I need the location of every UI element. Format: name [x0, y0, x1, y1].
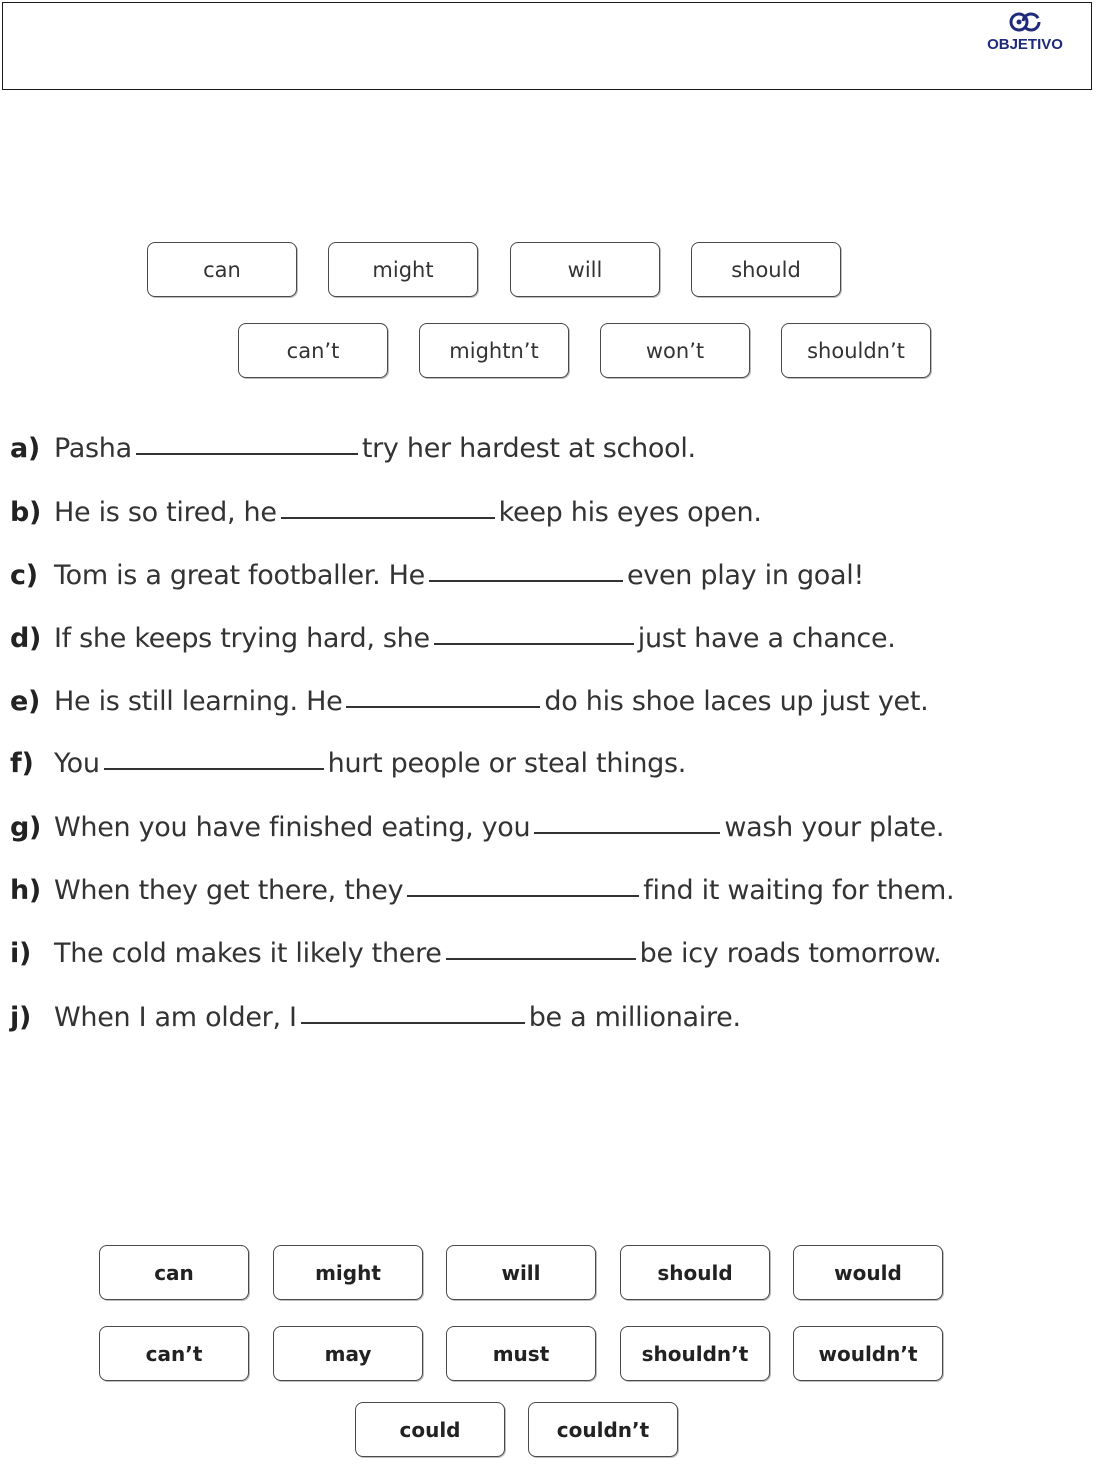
- sentence-before: The cold makes it likely there: [54, 938, 442, 969]
- word-chip-would[interactable]: would: [793, 1245, 943, 1300]
- sentence-a: [10, 424, 696, 464]
- word-chip-could[interactable]: could: [355, 1402, 505, 1457]
- answer-blank-a[interactable]: [136, 451, 358, 455]
- sentence-before: He is still learning. He: [54, 686, 343, 717]
- answer-blank-j[interactable]: [301, 1020, 525, 1024]
- sentence-letter: f): [10, 748, 34, 779]
- answer-blank-f[interactable]: [104, 766, 324, 770]
- sentence-after: even play in goal!: [627, 560, 864, 591]
- word-chip-might[interactable]: might: [273, 1245, 423, 1300]
- sentence-before: When they get there, they: [54, 875, 404, 906]
- sentence-before: He is so tired, he: [54, 497, 277, 528]
- sentence-letter: h): [10, 875, 41, 906]
- sentence-before: You: [54, 748, 100, 779]
- word-chip-may[interactable]: may: [273, 1326, 423, 1381]
- sentence-letter: b): [10, 497, 42, 528]
- word-chip-might[interactable]: might: [328, 242, 478, 297]
- word-chip-shouldnt[interactable]: shouldn’t: [620, 1326, 770, 1381]
- answer-blank-b[interactable]: [281, 515, 495, 519]
- answer-blank-d[interactable]: [434, 641, 634, 645]
- sentence-b: [10, 488, 762, 528]
- sentence-letter: d): [10, 623, 42, 654]
- word-chip-mightnt[interactable]: mightn’t: [419, 323, 569, 378]
- sentence-after: be a millionaire.: [528, 1002, 741, 1033]
- sentence-after: do his shoe laces up just yet.: [544, 686, 929, 717]
- word-chip-cant[interactable]: can’t: [238, 323, 388, 378]
- sentence-f: [10, 739, 686, 779]
- sentence-letter: a): [10, 433, 40, 464]
- sentence-letter: g): [10, 812, 42, 843]
- sentence-before: Pasha: [54, 433, 132, 464]
- logo-text: OBJETIVO: [987, 36, 1063, 53]
- answer-blank-g[interactable]: [534, 830, 720, 834]
- word-chip-cant[interactable]: can’t: [99, 1326, 249, 1381]
- sentence-after: just have a chance.: [637, 623, 896, 654]
- word-chip-wouldnt[interactable]: wouldn’t: [793, 1326, 943, 1381]
- sentence-letter: i): [10, 938, 31, 969]
- sentence-c: [10, 551, 864, 591]
- sentence-after: keep his eyes open.: [498, 497, 762, 528]
- sentence-after: wash your plate.: [724, 812, 945, 843]
- sentence-before: When you have finished eating, you: [54, 812, 531, 843]
- sentence-d: [10, 614, 896, 654]
- sentence-before: Tom is a great footballer. He: [54, 560, 425, 591]
- word-chip-should[interactable]: should: [620, 1245, 770, 1300]
- sentence-after: find it waiting for them.: [643, 875, 955, 906]
- sentence-letter: c): [10, 560, 38, 591]
- word-chip-can[interactable]: can: [99, 1245, 249, 1300]
- sentence-letter: j): [10, 1002, 31, 1033]
- word-chip-must[interactable]: must: [446, 1326, 596, 1381]
- word-chip-shouldnt[interactable]: shouldn’t: [781, 323, 931, 378]
- answer-blank-i[interactable]: [446, 956, 636, 960]
- objetivo-logo: [985, 9, 1065, 61]
- sentence-e: [10, 677, 928, 717]
- answer-blank-h[interactable]: [407, 893, 639, 897]
- logo-mark-icon: [1008, 9, 1042, 35]
- sentence-after: be icy roads tomorrow.: [639, 938, 942, 969]
- word-chip-will[interactable]: will: [446, 1245, 596, 1300]
- sentence-h: [10, 866, 954, 906]
- answer-blank-c[interactable]: [429, 578, 623, 582]
- header-box: [2, 2, 1092, 90]
- sentence-after: try her hardest at school.: [361, 433, 696, 464]
- sentence-before: If she keeps trying hard, she: [54, 623, 430, 654]
- sentence-letter: e): [10, 686, 41, 717]
- word-chip-will[interactable]: will: [510, 242, 660, 297]
- sentence-after: hurt people or steal things.: [327, 748, 687, 779]
- answer-blank-e[interactable]: [346, 704, 540, 708]
- word-chip-couldnt[interactable]: couldn’t: [528, 1402, 678, 1457]
- word-chip-wont[interactable]: won’t: [600, 323, 750, 378]
- sentence-j: [10, 993, 741, 1033]
- word-chip-can[interactable]: can: [147, 242, 297, 297]
- word-chip-should[interactable]: should: [691, 242, 841, 297]
- sentence-g: [10, 803, 944, 843]
- sentence-before: When I am older, I: [54, 1002, 297, 1033]
- sentence-i: [10, 929, 941, 969]
